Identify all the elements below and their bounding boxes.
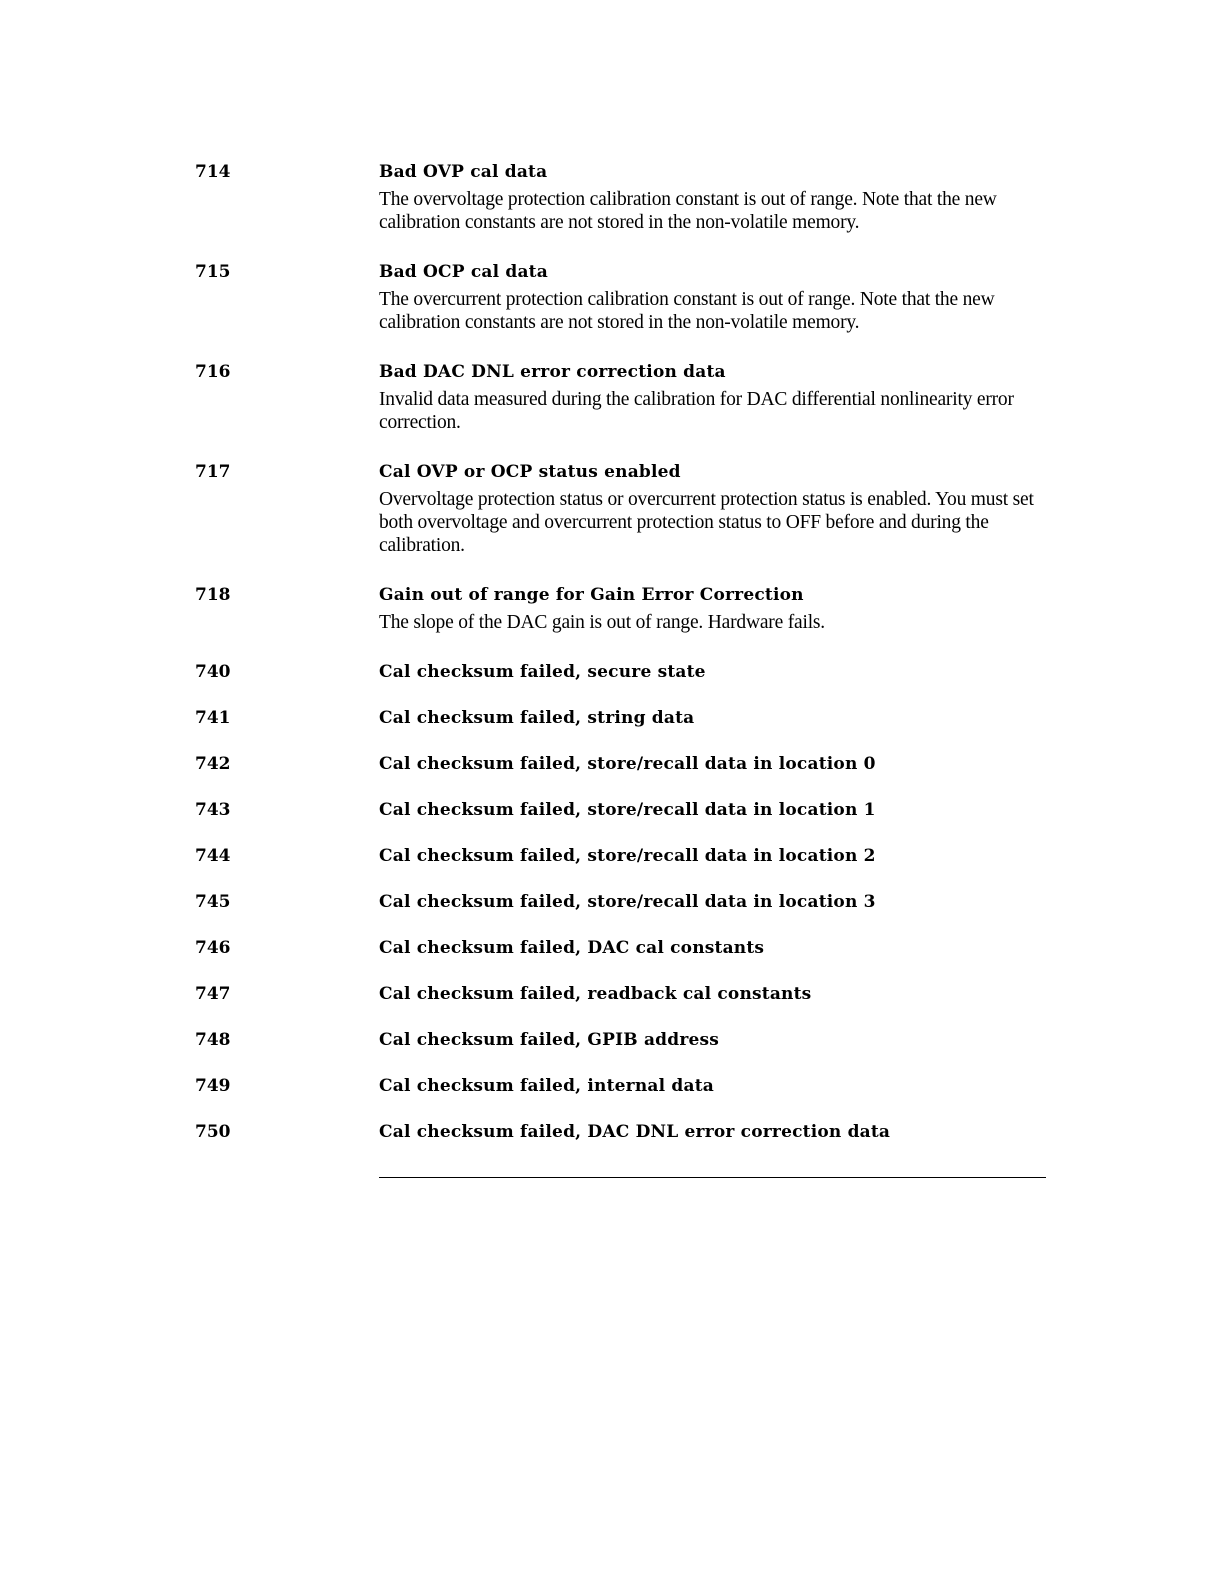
error-title: Cal checksum failed, GPIB address (379, 1030, 720, 1050)
error-entry-749 (195, 1075, 1055, 1097)
error-description: The overcurrent protection calibration constant is out of range. Note that the new calibration constants are not stored in the non-volatile memory. (379, 289, 995, 333)
error-body (379, 799, 1045, 821)
error-entry-716 (195, 361, 1055, 434)
horizontal-divider (379, 1177, 1046, 1178)
error-title: Cal checksum failed, store/recall data in location 3 (379, 892, 876, 912)
error-body (379, 461, 1045, 557)
error-entry-715 (195, 261, 1055, 334)
error-description: Overvoltage protection status or overcurrent protection status is enabled. You must set both overvoltage and overcurrent protection status to OFF before and during the calibration. (379, 489, 1034, 556)
error-code: 742 (195, 754, 231, 774)
error-code: 746 (195, 938, 231, 958)
error-code: 716 (195, 362, 231, 382)
error-body (379, 891, 1045, 913)
error-entry-747 (195, 983, 1055, 1005)
error-code: 717 (195, 462, 231, 482)
error-title: Cal checksum failed, DAC DNL error correction data (379, 1122, 891, 1142)
error-body (379, 1029, 1045, 1051)
error-body (379, 261, 1045, 334)
error-description: The slope of the DAC gain is out of range. Hardware fails. (379, 612, 825, 633)
error-description: Invalid data measured during the calibration for DAC differential nonlinearity error correction. (379, 389, 1014, 433)
error-code: 743 (195, 800, 231, 820)
error-entry-750 (195, 1121, 1055, 1143)
error-code: 750 (195, 1122, 231, 1142)
error-entry-748 (195, 1029, 1055, 1051)
error-code: 740 (195, 662, 231, 682)
error-title: Bad OVP cal data (379, 162, 548, 182)
error-code: 748 (195, 1030, 231, 1050)
error-title: Cal checksum failed, string data (379, 708, 695, 728)
error-title: Cal checksum failed, store/recall data in location 2 (379, 846, 876, 866)
error-title: Cal checksum failed, readback cal constants (379, 984, 812, 1004)
error-entry-718 (195, 584, 1055, 634)
error-entry-714 (195, 161, 1055, 234)
error-title: Bad OCP cal data (379, 262, 548, 282)
error-entry-745 (195, 891, 1055, 913)
error-body (379, 584, 1045, 634)
error-title: Bad DAC DNL error correction data (379, 362, 726, 382)
error-entry-746 (195, 937, 1055, 959)
error-code: 745 (195, 892, 231, 912)
error-title: Cal checksum failed, secure state (379, 662, 706, 682)
error-title: Cal checksum failed, store/recall data in location 0 (379, 754, 876, 774)
error-body (379, 361, 1045, 434)
error-code: 744 (195, 846, 231, 866)
error-body (379, 1075, 1045, 1097)
error-body (379, 707, 1045, 729)
error-body (379, 661, 1045, 683)
error-description: The overvoltage protection calibration constant is out of range. Note that the new calibration constants are not stored in the non-volatile memory. (379, 189, 997, 233)
error-title: Cal checksum failed, store/recall data in location 1 (379, 800, 876, 820)
error-code: 747 (195, 984, 231, 1004)
error-entry-740 (195, 661, 1055, 683)
error-title: Cal OVP or OCP status enabled (379, 462, 681, 482)
error-code: 749 (195, 1076, 231, 1096)
error-entry-741 (195, 707, 1055, 729)
error-title: Cal checksum failed, internal data (379, 1076, 714, 1096)
error-title: Cal checksum failed, DAC cal constants (379, 938, 765, 958)
error-entry-744 (195, 845, 1055, 867)
error-title: Gain out of range for Gain Error Correction (379, 585, 804, 605)
error-body (379, 983, 1045, 1005)
error-entry-717 (195, 461, 1055, 557)
error-body (379, 161, 1045, 234)
error-code: 718 (195, 585, 231, 605)
error-list (195, 161, 1055, 1167)
error-code: 715 (195, 262, 231, 282)
error-code: 714 (195, 162, 231, 182)
error-body (379, 937, 1045, 959)
error-entry-743 (195, 799, 1055, 821)
error-code: 741 (195, 708, 231, 728)
error-entry-742 (195, 753, 1055, 775)
error-body (379, 753, 1045, 775)
error-body (379, 845, 1045, 867)
error-body (379, 1121, 1045, 1143)
